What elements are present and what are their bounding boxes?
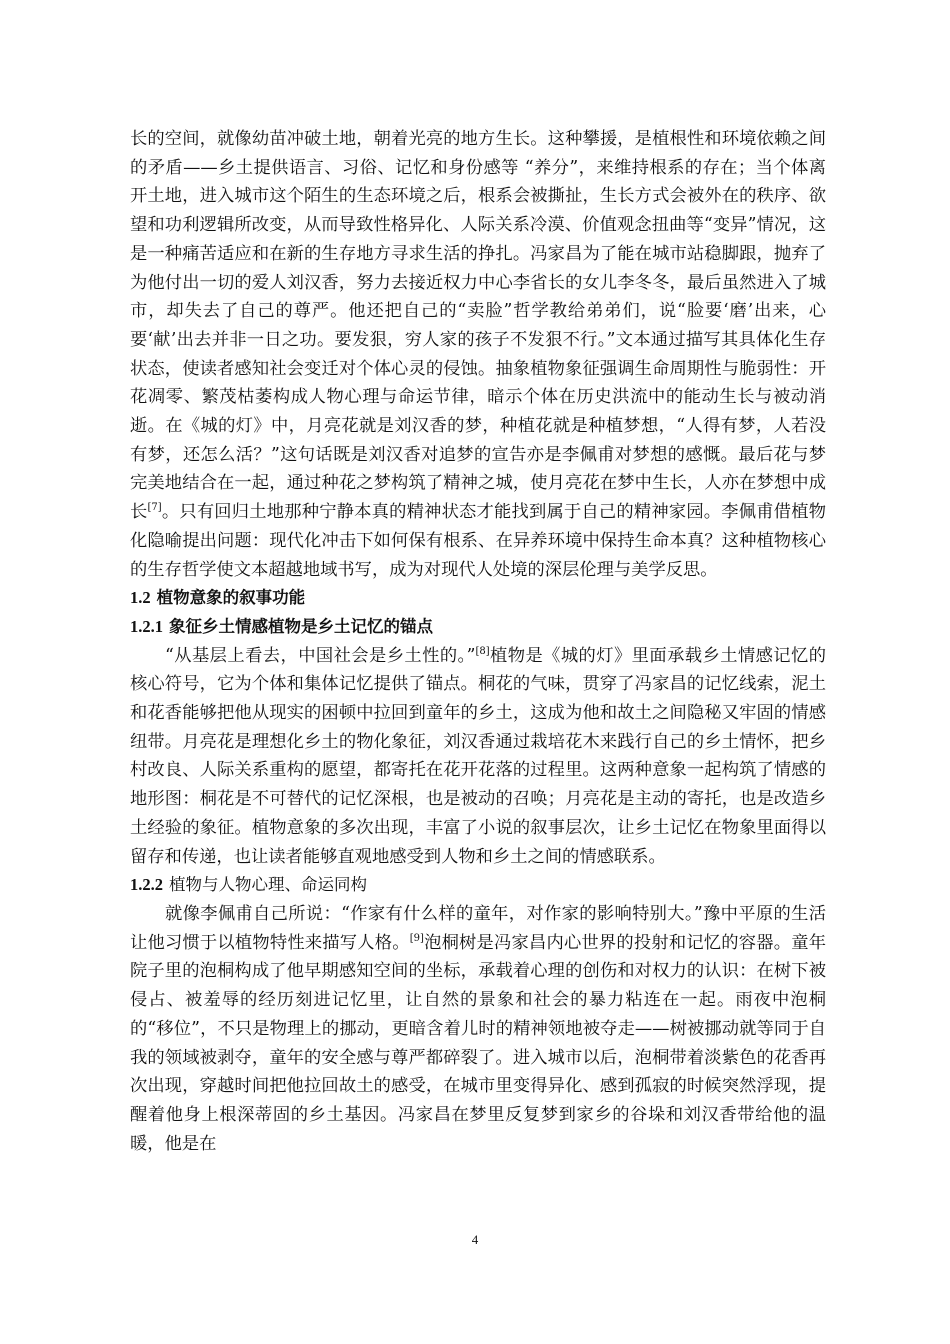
paragraph-text: 长的空间，就像幼苗冲破土地，朝着光亮的地方生长。这种攀援，是植根性和环境依赖之间的矛盾——乡土提供语言、习俗、记忆和身份感等 “养分”，来维持根系的存在；当个体离开土地，进入城市这个陌生的生态环境之后，根系会被撕扯，生长方式会被外在的秩序、欲望和功利逻辑所改变，从而导致性格异化、人际关系冷漠、价值观念扭曲等“变异”情况，这是一种痛苦适应和在新的生存地方寻求生活的挣扎。冯家昌为了能在城市站稳脚跟，抛弃了为他付出一切的爱人刘汉香，努力去接近权力中心李省长的女儿李冬冬，最后虽然进入了城市，却失去了自己的尊严。他还把自己的“卖脸”哲学教给弟弟们，说“脸要‘磨’出来，心要‘献’出去并非一日之功。要发狠，穷人家的孩子不发狠不行。”文本通过描写其具体化生存状态，使读者感知社会变迁对个体心灵的侵蚀。抽象植物象征强调生命周期性与脆弱性：开花凋零、繁茂枯萎构成人物心理与命运节律，暗示个体在历史洪流中的能动生长与被动消逝。在《城的灯》中，月亮花就是刘汉香的梦，种植花就是种植梦想，“人得有梦，人若没有梦，还怎么活？”这句话既是刘汉香对追梦的宣告亦是李佩甫对梦想的感慨。最后花与梦完美地结合在一起，通过种花之梦构筑了精神之城，使月亮花在梦中生长，人亦在梦想中成长 [130, 129, 826, 523]
section-number: 1.2.2 [130, 875, 163, 895]
page-body [130, 125, 826, 1158]
citation-9: [9] [409, 932, 424, 944]
section-number: 1.2 [130, 588, 151, 608]
section-title: 象征乡土情感植物是乡土记忆的锚点 [169, 616, 433, 636]
citation-8: [8] [475, 645, 490, 657]
section-number: 1.2.1 [130, 616, 163, 636]
section-heading-1-2-1 [130, 613, 826, 642]
section-heading-1-2-2 [130, 871, 826, 900]
section-title: 植物与人物心理、命运同构 [169, 875, 367, 895]
section-heading-1-2 [130, 584, 826, 613]
citation-7: [7] [147, 502, 162, 514]
body-paragraph-2 [130, 642, 826, 872]
paragraph-text: 。只有回归土地那种宁静本真的精神状态才能找到属于自己的精神家园。李佩甫借植物化隐喻提出问题：现代化冲击下如何保有根系、在异养环境中保持生命本真？这种植物核心的生存哲学使文本超越地域书写，成为对现代人处境的深层伦理与美学反思。 [130, 502, 826, 580]
paragraph-text: 泡桐树是冯家昌内心世界的投射和记忆的容器。童年院子里的泡桐构成了他早期感知空间的坐标，承载着心理的创伤和对权力的认识：在树下被侵占、被羞辱的经历刻进记忆里，让自然的景象和社会的暴力粘连在一起。雨夜中泡桐的“移位”，不只是物理上的挪动，更暗含着儿时的精神领地被夺走——树被挪动就等同于自我的领域被剥夺，童年的安全感与尊严都碎裂了。进入城市以后，泡桐带着淡紫色的花香再次出现，穿越时间把他拉回故土的感受，在城市里变得异化、感到孤寂的时候突然浮现，提醒着他身上根深蒂固的乡土基因。冯家昌在梦里反复梦到家乡的谷垛和刘汉香带给他的温暖，他是在 [130, 932, 826, 1154]
paragraph-text: 植物是《城的灯》里面承载乡土情感记忆的核心符号，它为个体和集体记忆提供了锚点。桐花的气味，贯穿了冯家昌的记忆线索，泥土和花香能够把他从现实的困顿中拉回到童年的乡土，这成为他和故土之间隐秘又牢固的情感纽带。月亮花是理想化乡土的物化象征，刘汉香通过栽培花木来践行自己的乡土情怀，把乡村改良、人际关系重构的愿望，都寄托在花开花落的过程里。这两种意象一起构筑了情感的地形图：桐花是不可替代的记忆深根，也是被动的召唤；月亮花是主动的寄托，也是改造乡土经验的象征。植物意象的多次出现，丰富了小说的叙事层次，让乡土记忆在物象里面得以留存和传递，也让读者能够直观地感受到人物和乡土之间的情感联系。 [130, 645, 826, 867]
section-title: 植物意象的叙事功能 [156, 588, 306, 608]
body-paragraph-1 [130, 125, 826, 584]
body-paragraph-3 [130, 900, 826, 1158]
paragraph-text: 就像李佩甫自己所说：“作家有什么样的童年，对作家的影响特别大。”豫中平原的生活让他习惯于以植物特性来描写人格。 [130, 903, 826, 953]
page-number: 4 [471, 1232, 479, 1247]
paragraph-text: “从基层上看去，中国社会是乡土性的。” [165, 645, 476, 666]
